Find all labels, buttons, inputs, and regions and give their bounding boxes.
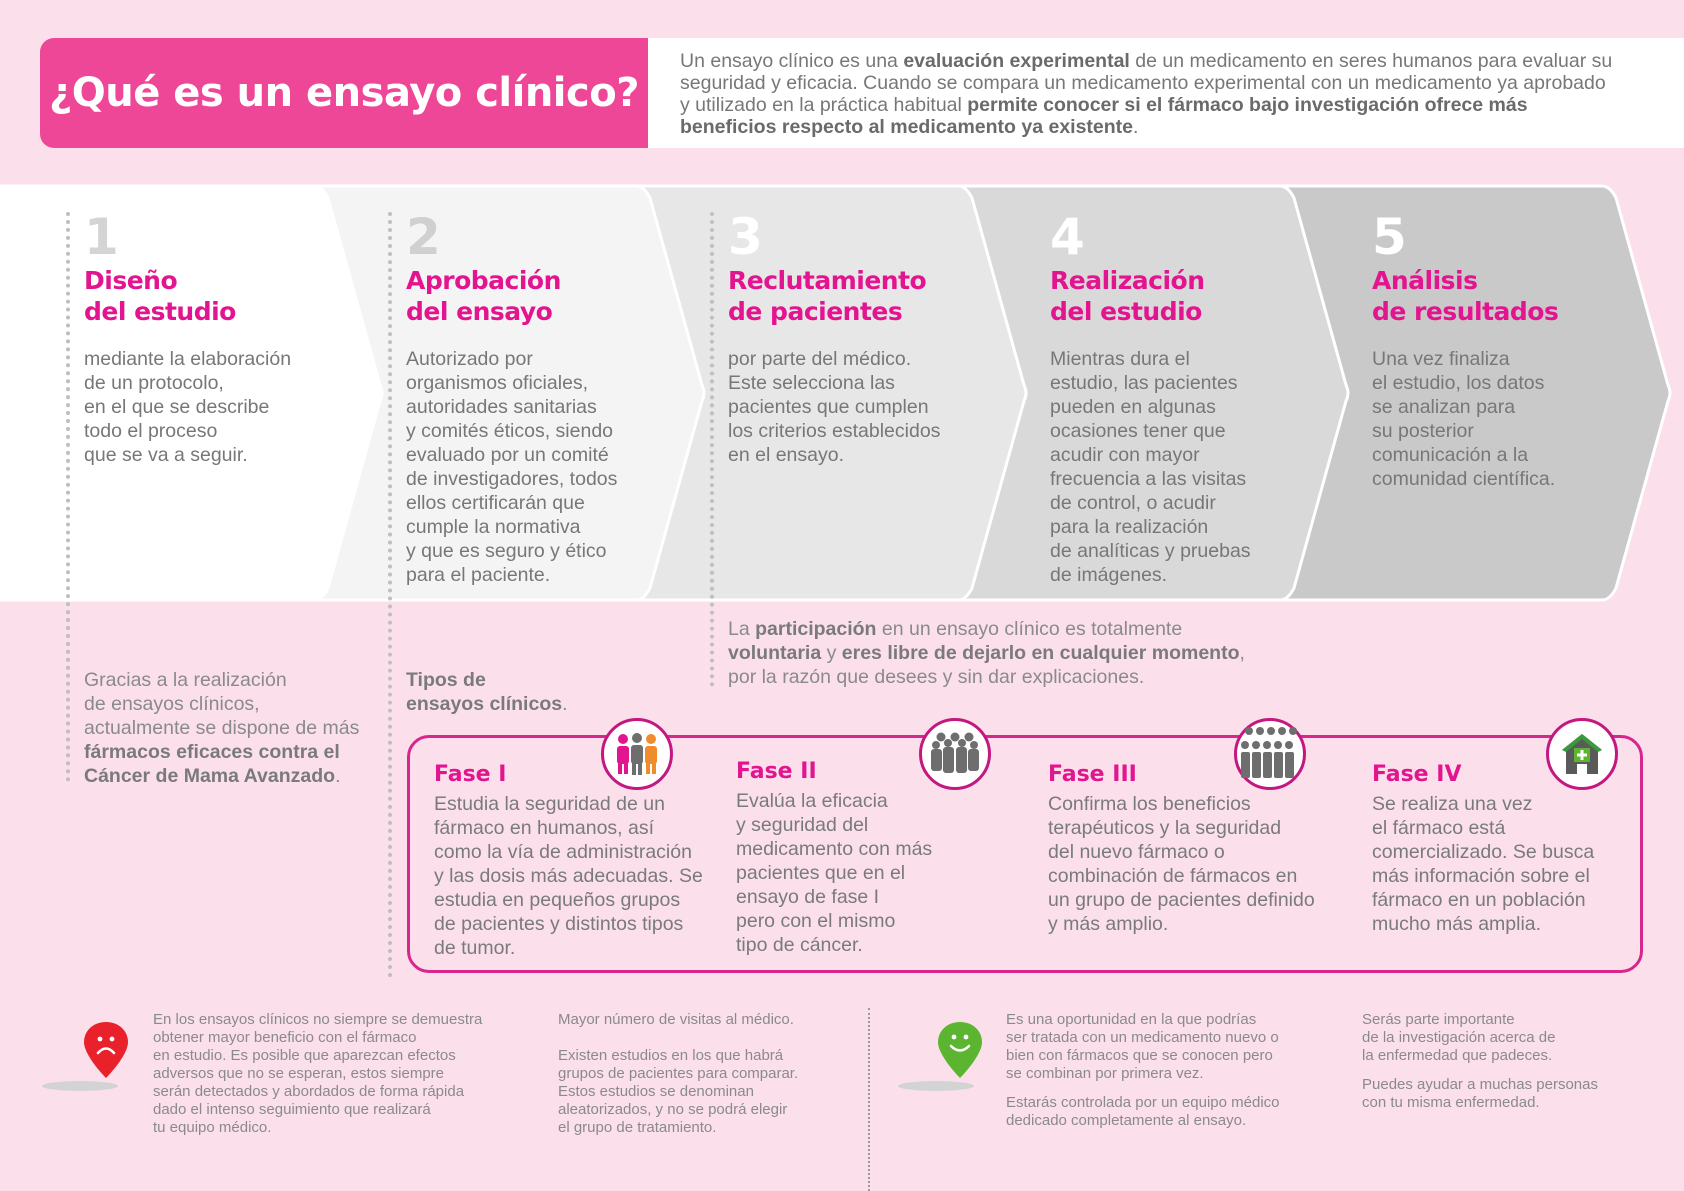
cons-text-2a: Mayor número de visitas al médico. bbox=[558, 1011, 794, 1028]
happy-face-icon bbox=[896, 1020, 986, 1092]
step-3 bbox=[728, 208, 1008, 467]
step-description: Autorizado por organismos oficiales, autoridades sanitarias y comités éticos, siendo evaluado por un comité de investigadores, todos ellos certificarán que cumple la normativa y que es seguro y ético para el paciente. bbox=[406, 348, 618, 586]
hospital-icon bbox=[1546, 718, 1618, 790]
phase-description: Evalúa la eficacia y seguridad del medicamento con más pacientes que en el ensayo de fase I pero con el mismo tipo de cáncer. bbox=[736, 790, 933, 956]
dotted-line bbox=[710, 212, 714, 687]
note-part: y bbox=[821, 642, 842, 664]
gracias-note bbox=[84, 668, 384, 788]
step-number: 5 bbox=[1372, 208, 1407, 266]
phase-description: Se realiza una vez el fármaco está comercializado. Se busca más información sobre el fármaco en un población mucho más amplia. bbox=[1372, 793, 1595, 935]
note-bold: Tipos de ensayos clínicos bbox=[406, 669, 563, 715]
phase-title: Fase III bbox=[1048, 762, 1137, 787]
step-4 bbox=[1050, 208, 1330, 587]
dotted-line bbox=[388, 212, 392, 978]
intro-part: Un ensayo clínico es una bbox=[680, 50, 904, 72]
step-description: Mientras dura el estudio, las pacientes pueden en algunas ocasiones tener que acudir con mayor frecuencia a las visitas de control, o acudir para la realización de analíticas y pruebas de imágenes. bbox=[1050, 348, 1251, 586]
note-part: . bbox=[562, 693, 568, 715]
intro-part: de un medicamento en seres humanos para evaluar su seguridad y eficacia. Cuando se compara un medicamento experimental con un medicamento ya aprobado y utilizado en la práctica habitual bbox=[680, 50, 1613, 116]
step-title: Aprobación del ensayo bbox=[406, 266, 561, 326]
step-title: Análisis de resultados bbox=[1372, 266, 1559, 326]
phase-title: Fase II bbox=[736, 759, 817, 784]
intro-bold: permite conocer si el fármaco bajo investigación ofrece más beneficios respecto al medicamento ya existente bbox=[680, 94, 1528, 138]
phase-title: Fase IV bbox=[1372, 762, 1462, 787]
note-bold: voluntaria bbox=[728, 642, 822, 664]
participacion-note bbox=[728, 617, 1348, 689]
step-description: Una vez finaliza el estudio, los datos se analizan para su posterior comunicación a la comunidad científica. bbox=[1372, 348, 1556, 490]
intro-part: . bbox=[1133, 116, 1139, 138]
note-part: La bbox=[728, 618, 756, 640]
pros-text-2a: Serás parte importante de la investigación acerca de la enfermedad que padeces. bbox=[1362, 1011, 1556, 1064]
intro-bold: evaluación experimental bbox=[903, 50, 1130, 72]
phase-3 bbox=[1048, 762, 1338, 936]
phase-description: Confirma los beneficios terapéuticos y la seguridad del nuevo fármaco o combinación de fármacos en un grupo de pacientes definido y más amplio. bbox=[1048, 793, 1315, 935]
step-number: 3 bbox=[728, 208, 763, 266]
footer-divider bbox=[868, 1008, 870, 1191]
phase-1 bbox=[434, 762, 714, 960]
step-2 bbox=[406, 208, 686, 587]
note-part: Gracias a la realización de ensayos clínicos, actualmente se dispone de más bbox=[84, 669, 360, 739]
sad-face-icon bbox=[40, 1020, 130, 1092]
group-icon bbox=[919, 718, 991, 790]
note-part: en un ensayo clínico es totalmente bbox=[881, 618, 1183, 640]
cons-text-2b: Existen estudios en los que habrá grupos de pacientes para comparar. Estos estudios se denominan aleatorizados, y no se podrá elegir el grupo de tratamiento. bbox=[558, 1047, 799, 1136]
tipos-label bbox=[406, 668, 666, 716]
cons-text-1: En los ensayos clínicos no siempre se demuestra obtener mayor beneficio con el fármaco en estudio. Es posible que aparezcan efectos adversos que no se esperan, estos siempre serán detectados y abordados de forma rápida dado el intenso seguimiento que realizará tu equipo médico. bbox=[153, 1011, 483, 1136]
note-bold: participación bbox=[755, 618, 877, 640]
pros-text-2b: Puedes ayudar a muchas personas con tu misma enfermedad. bbox=[1362, 1076, 1598, 1111]
note-bold: eres libre de dejarlo en cualquier momento bbox=[841, 642, 1240, 664]
step-description: por parte del médico. Este selecciona las pacientes que cumplen los criterios establecidos en el ensayo. bbox=[728, 348, 941, 466]
page-title: ¿Qué es un ensayo clínico? bbox=[49, 70, 639, 116]
small-group-icon bbox=[601, 718, 673, 790]
step-number: 1 bbox=[84, 208, 119, 266]
phase-2 bbox=[736, 759, 956, 957]
step-title: Diseño del estudio bbox=[84, 266, 236, 326]
crowd-icon bbox=[1234, 718, 1306, 790]
step-number: 2 bbox=[406, 208, 441, 266]
note-part: . bbox=[335, 765, 341, 787]
pros-text-1b: Estarás controlada por un equipo médico dedicado completamente al ensayo. bbox=[1006, 1094, 1280, 1129]
phase-description: Estudia la seguridad de un fármaco en humanos, así como la vía de administración y las dosis más adecuadas. Se estudia en pequeños grupos de pacientes y distintos tipos de tumor. bbox=[434, 793, 703, 959]
step-title: Reclutamiento de pacientes bbox=[728, 266, 927, 326]
step-number: 4 bbox=[1050, 208, 1085, 266]
note-part: , por la razón que desees y sin dar explicaciones. bbox=[728, 642, 1245, 688]
phase-title: Fase I bbox=[434, 762, 507, 787]
dotted-line bbox=[66, 212, 70, 782]
step-5 bbox=[1372, 208, 1652, 491]
note-bold: fármacos eficaces contra el Cáncer de Mama Avanzado bbox=[84, 741, 340, 787]
pros-text-1a: Es una oportunidad en la que podrías ser tratada con un medicamento nuevo o bien con fármacos que se conocen pero se combinan por primera vez. bbox=[1006, 1011, 1279, 1082]
step-1 bbox=[84, 208, 364, 467]
step-description: mediante la elaboración de un protocolo, en el que se describe todo el proceso que se va a seguir. bbox=[84, 348, 292, 466]
step-title: Realización del estudio bbox=[1050, 266, 1205, 326]
